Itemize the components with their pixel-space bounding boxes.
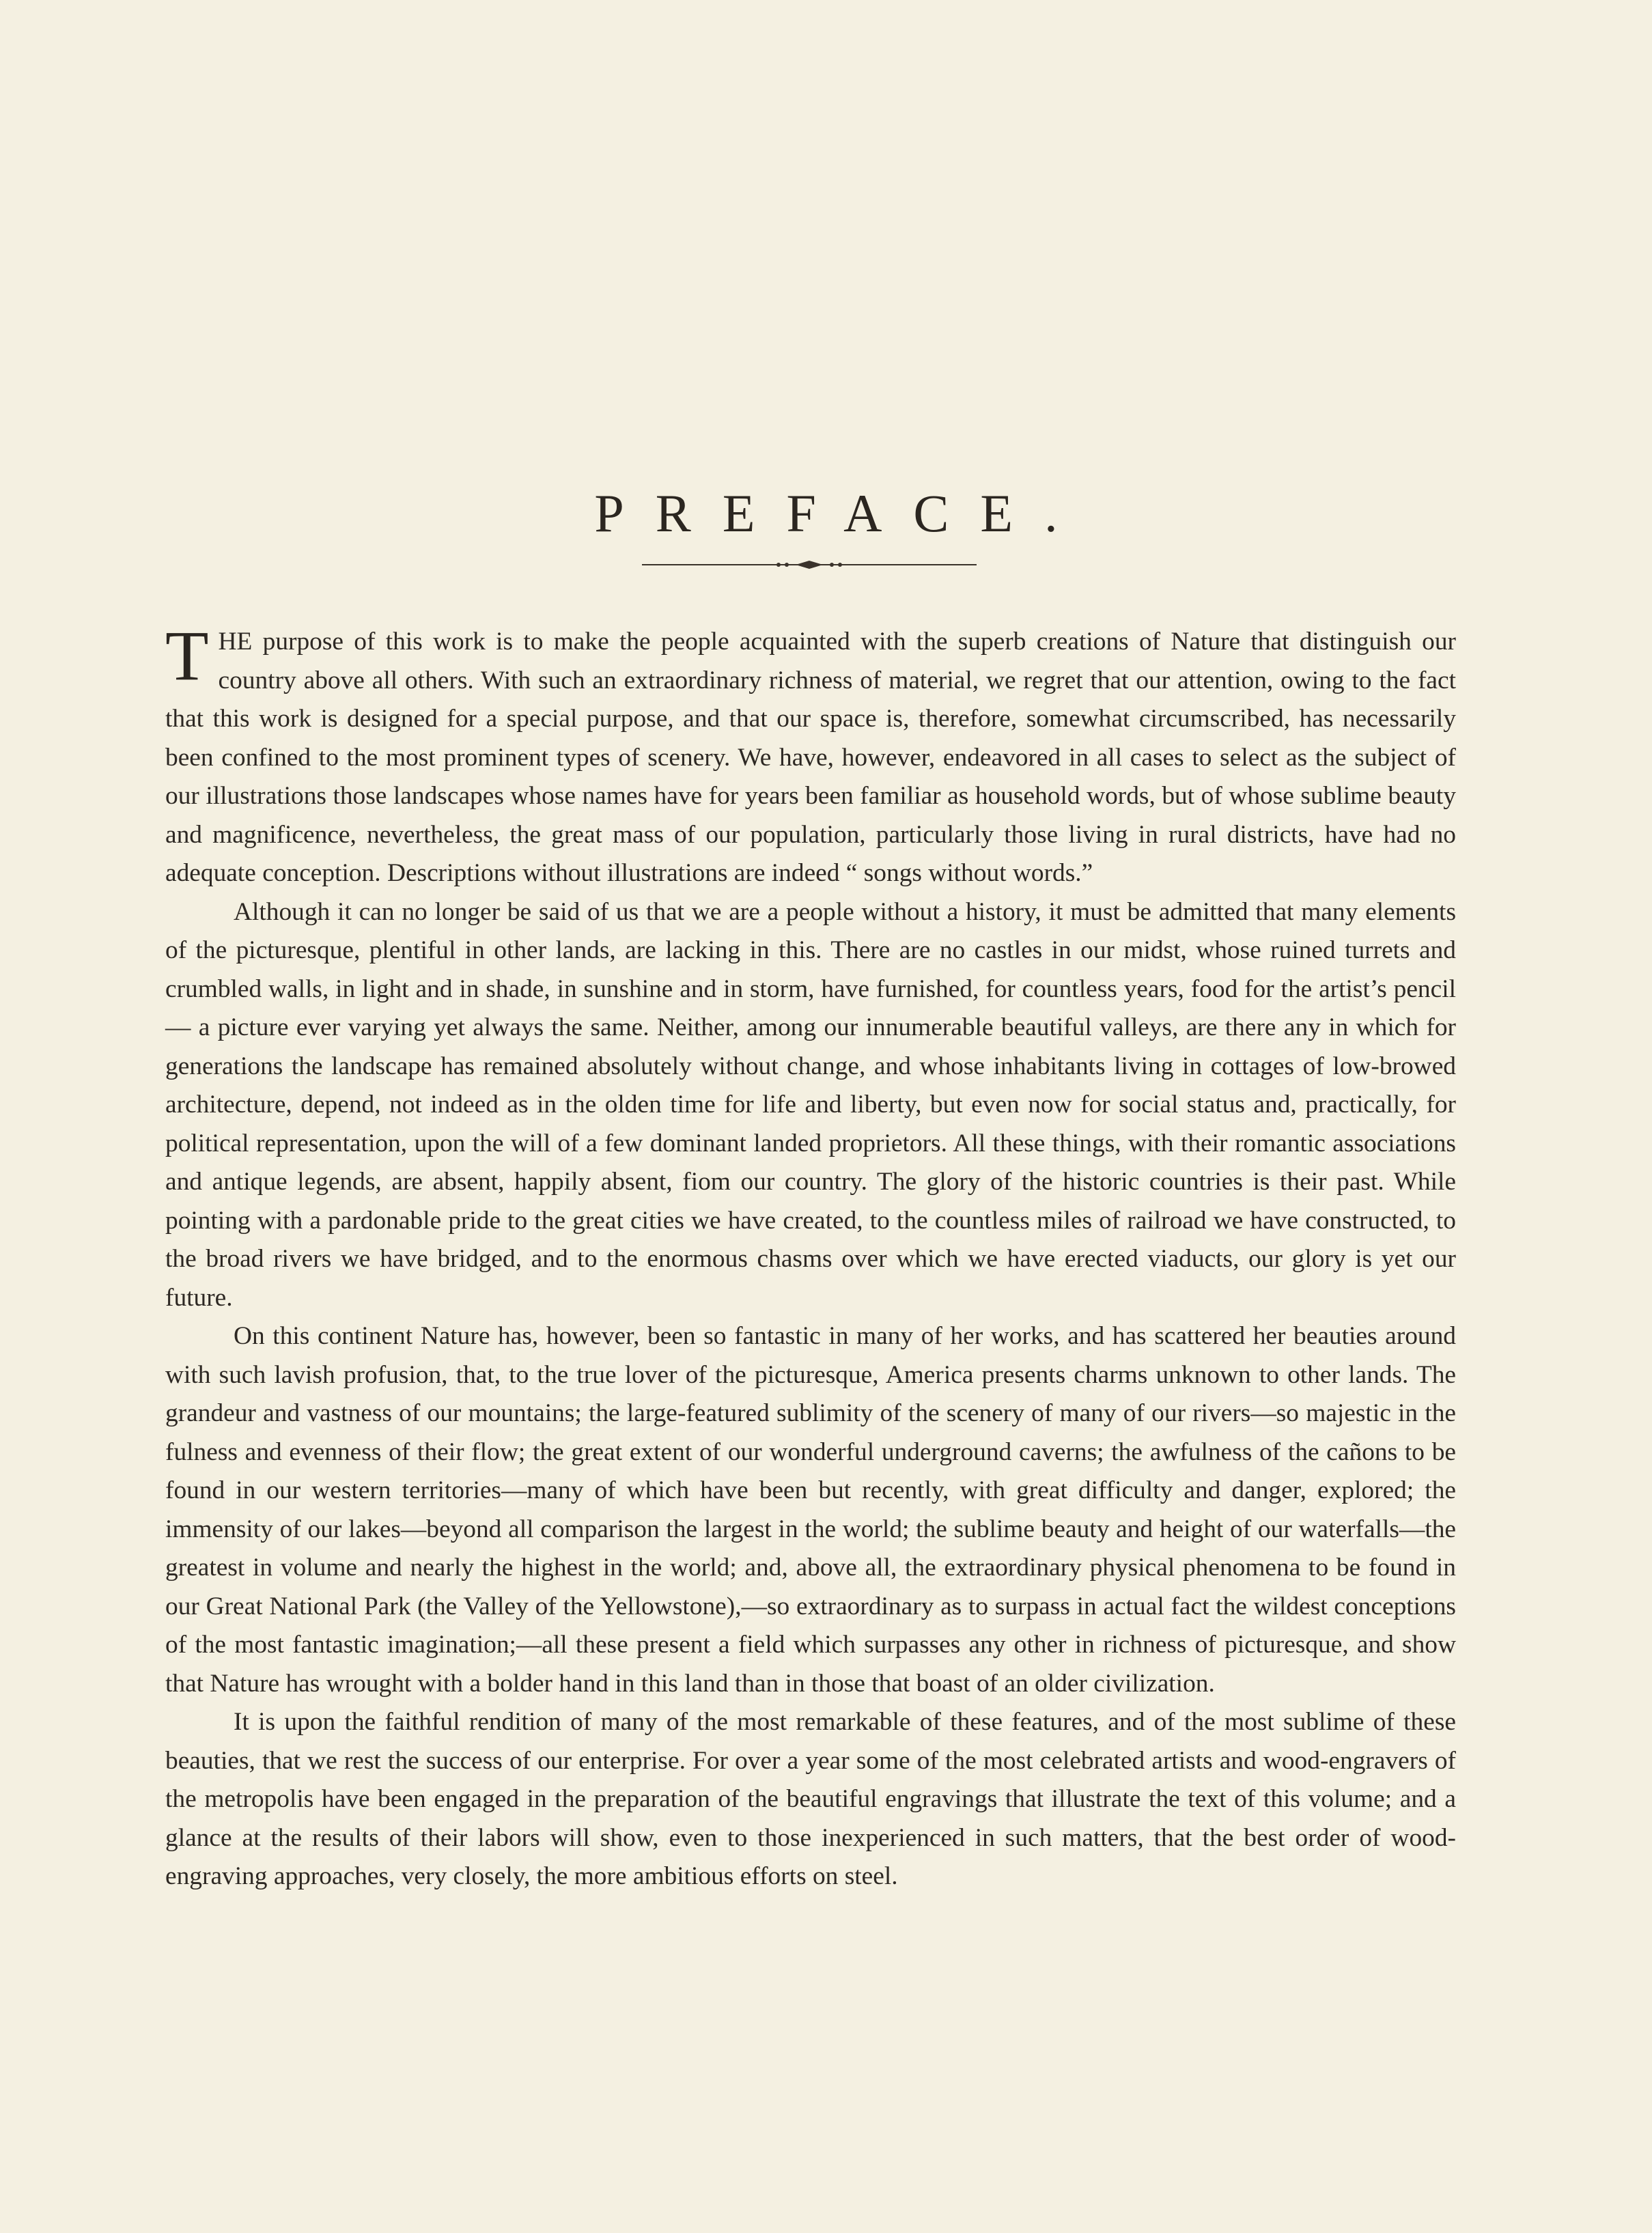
paragraph-2: Although it can no longer be said of us that we are a people without a history, it must be admitted that many elements of the picturesque, plentiful in other lands, are lacking in this. There are no castles in our midst, whose ruined turrets and crumbled walls, in light and in shade, in sunshine and in storm, have furnished, for countless years, food for the artist’s pencil — a picture ever varying yet always the same. Neither, among our innumerable beautiful valleys, are there any in which for generations the landscape has remained absolutely without change, and whose inhabitants living in cottages of low-browed architecture, depend, not indeed as in the olden time for life and liberty, but even now for social status and, practically, for political representation, upon the will of a few dominant landed proprietors. All these things, with their romantic associations and antique legends, are absent, happily absent, fiom our country. The glory of the historic countries is their past. While pointing with a pardonable pride to the great cities we have created, to the countless miles of railroad we have constructed, to the broad rivers we have bridged, and to the enormous chasms over which we have erected viaducts, our glory is yet our future. [165, 897, 1456, 1312]
paragraph-4: It is upon the faithful rendition of many of the most remarkable of these features, and of the most sublime of these beauties, that we rest the success of our enterprise. For over a year some of the most celebrated artists and wood-engravers of the metropolis have been engaged in the preparation of the beautiful engravings that illustrate the text of this volume; and a glance at the results of their labors will show, even to those inexperienced in such matters, that the best order of wood-engraving approaches, very closely, the more ambitious efforts on steel. [165, 1708, 1456, 1890]
paragraph-3: On this continent Nature has, however, been so fantastic in many of her works, and has scattered her beauties around with such lavish profusion, that, to the true lover of the picturesque, America presents charms unknown to other lands. The grandeur and vastness of our mountains; the large-featured sublimity of the scenery of many of our rivers—so majestic in the fulness and evenness of their flow; the great extent of our wonderful underground caverns; the awfulness of the cañons to be found in our western territories—many of which have been but recently, with great difficulty and danger, explored; the immensity of our lakes—beyond all comparison the largest in the world; the sublime beauty and height of our waterfalls—the greatest in volume and nearly the highest in the world; and, above all, the extraordinary physical phenomena to be found in our Great National Park (the Valley of the Yellowstone),—so extraordinary as to surpass in actual fact the wildest conceptions of the most fantastic imagination;—all these present a field which surpasses any other in richness of picturesque, and show that Nature has wrought with a bolder hand in this land than in those that boast of an older civilization. [165, 1322, 1456, 1698]
page-title: PREFACE. [594, 483, 1089, 544]
paragraph-1-text: HE purpose of this work is to make the people acquainted with the superb creations of Nature that distinguish our country above all others. With such an extraordinary richness of material, we regret that our attention, owing to the fact that this work is designed for a special purpose, and that our space is, therefore, somewhat circumscribed, has necessarily been confined to the most prominent types of scenery. We have, however, endeavored in all cases to select as the subject of our illustrations those landscapes whose names have for years been familiar as household words, but of whose sublime beauty and magnificence, nevertheless, the great mass of our population, particularly those living in rural districts, have had no adequate conception. Descriptions without illustrations are indeed “ songs without words.” [165, 628, 1456, 887]
drop-cap-initial: T [165, 617, 209, 695]
ornament-divider-icon [642, 554, 977, 575]
preface-body [165, 617, 1456, 1896]
paragraph-1 [165, 617, 1456, 893]
